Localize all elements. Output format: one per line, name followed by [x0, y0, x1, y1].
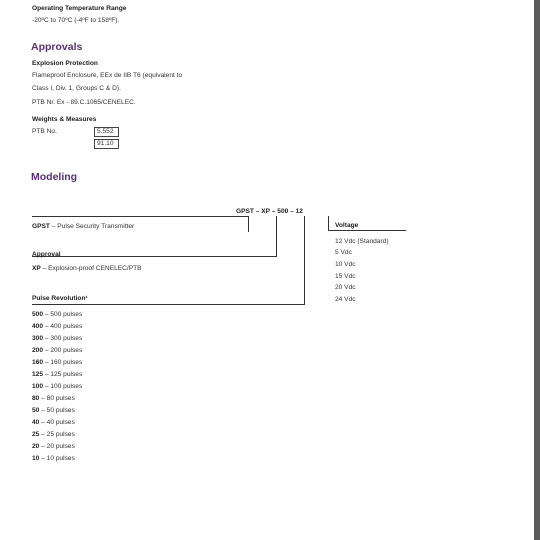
pulse-item: [32, 383, 82, 391]
pulse-desc: – 40 pulses: [39, 419, 75, 426]
pulse-item: [32, 395, 75, 403]
pulse-code: 300: [32, 335, 44, 342]
explosion-heading: Explosion Protection: [32, 60, 98, 67]
pulse-desc: – 80 pulses: [39, 395, 75, 402]
gpst-desc: – Pulse Security Transmitter: [49, 223, 135, 230]
pulse-item: [32, 359, 82, 367]
pulse-code: 50: [32, 407, 40, 414]
pulse-desc: – 25 pulses: [39, 431, 75, 438]
pulse-code: 80: [32, 395, 40, 402]
weights-value1: 5.552: [94, 127, 119, 137]
pulse-desc: – 20 pulses: [39, 443, 75, 450]
pulse-code: 10: [32, 455, 40, 462]
pulse-code: 20: [32, 443, 40, 450]
pulse-code: 40: [32, 419, 40, 426]
pulse-item: [32, 311, 82, 319]
pulse-connector: [304, 216, 305, 305]
explosion-line2: Class I, Div. 1, Groups C & D).: [32, 85, 121, 92]
pulse-code: 160: [32, 359, 44, 366]
approval-desc: – Explosion-proof CENELEC/PTB: [40, 265, 142, 272]
pulse-desc: – 160 pulses: [43, 359, 83, 366]
pulse-item: [32, 419, 75, 427]
ptb-certificate: PTB Nr. Ex - 89.C.1065/CENELEC.: [32, 99, 136, 106]
weights-value2: 91.10: [94, 139, 119, 149]
voltage-connector: [328, 216, 329, 231]
pulse-item: [32, 407, 75, 415]
model-code: GPST – XP – 500 – 12: [236, 208, 303, 215]
pulse-code: 25: [32, 431, 40, 438]
approval-row: [32, 265, 142, 273]
pulse-desc: – 300 pulses: [43, 335, 83, 342]
pulse-item: [32, 455, 75, 463]
gpst-code: GPST: [32, 223, 50, 230]
voltage-item: 15 Vdc: [335, 273, 356, 280]
explosion-line1: Flameproof Enclosure, EEx de IIB T6 (equivalent to: [32, 72, 183, 79]
pulse-desc: – 50 pulses: [39, 407, 75, 414]
operating-heading: Operating Temperature Range: [32, 5, 127, 12]
voltage-item: 12 Vdc (Standard): [335, 238, 389, 245]
pulse-item: [32, 443, 75, 451]
approval-code: XP: [32, 265, 41, 272]
pulse-desc: – 100 pulses: [43, 383, 83, 390]
approval-connector: [276, 216, 277, 256]
voltage-item: 24 Vdc: [335, 296, 356, 303]
pulse-code: 100: [32, 383, 44, 390]
approval-heading: Approval: [32, 251, 61, 258]
voltage-line: [328, 230, 406, 231]
voltage-item: 20 Vdc: [335, 284, 356, 291]
modeling-heading: Modeling: [31, 171, 78, 183]
approval-line: [32, 256, 277, 257]
gpst-row: [32, 223, 134, 231]
voltage-heading: Voltage: [335, 222, 359, 229]
approvals-heading: Approvals: [31, 41, 83, 53]
pulse-desc: – 200 pulses: [43, 347, 83, 354]
pulse-heading: Pulse Revolution¹: [32, 295, 88, 302]
pulse-item: [32, 431, 75, 439]
voltage-item: 5 Vdc: [335, 249, 352, 256]
pulse-item: [32, 323, 82, 331]
voltage-item: 10 Vdc: [335, 261, 356, 268]
pulse-item: [32, 347, 82, 355]
pulse-item: [32, 335, 82, 343]
weights-heading: Weights & Measures: [32, 116, 97, 123]
pulse-code: 125: [32, 371, 44, 378]
gpst-connector: [248, 216, 249, 232]
gpst-underline: [32, 216, 248, 217]
pulse-item: [32, 371, 82, 379]
operating-text: -20ºC to 70ºC (-4ºF to 158ºF).: [32, 17, 120, 24]
pulse-desc: – 500 pulses: [43, 311, 83, 318]
pulse-desc: – 400 pulses: [43, 323, 83, 330]
weights-label: PTB No.: [32, 128, 57, 135]
page-edge: [534, 0, 540, 540]
pulse-desc: – 10 pulses: [39, 455, 75, 462]
pulse-line: [32, 304, 305, 305]
pulse-code: 500: [32, 311, 44, 318]
pulse-code: 400: [32, 323, 44, 330]
pulse-desc: – 125 pulses: [43, 371, 83, 378]
pulse-code: 200: [32, 347, 44, 354]
